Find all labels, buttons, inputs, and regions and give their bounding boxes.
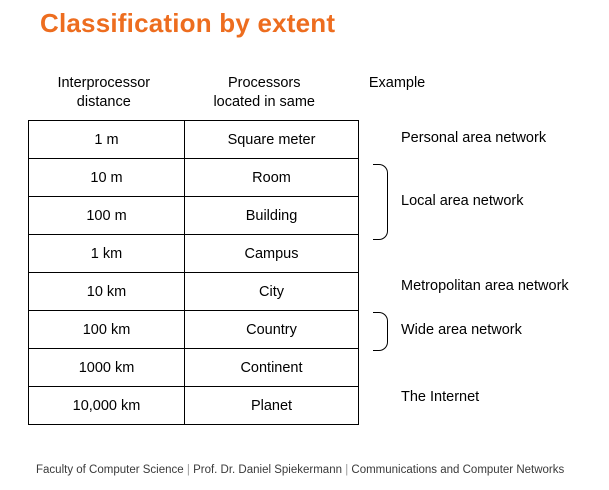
table-row [29,273,359,311]
column-header-location [180,72,349,112]
column-header-location-line2: located in same [213,94,315,110]
cell-distance: 100 km [29,311,185,349]
cell-distance: 10 km [29,273,185,311]
cell-distance: 1000 km [29,349,185,387]
table-row [29,197,359,235]
cell-distance: 10 m [29,159,185,197]
extent-table [28,120,359,425]
footer-separator-1: | [186,464,190,476]
table-row [29,235,359,273]
cell-location: Room [185,159,359,197]
cell-distance: 1 m [29,121,185,159]
cell-location: Building [185,197,359,235]
example-label-metropolitan: Metropolitan area network [401,278,569,294]
extent-table-section [28,72,584,425]
brace-wide [373,312,388,351]
column-header-distance-line1: Interprocessor [57,75,151,91]
table-row [29,121,359,159]
column-header-example [349,72,584,93]
footer-author: Prof. Dr. Daniel Spiekermann [193,464,342,476]
table-row [29,387,359,425]
table-row [29,311,359,349]
cell-distance: 100 m [29,197,185,235]
table-row [29,159,359,197]
column-header-location-line1: Processors [227,75,301,91]
cell-distance: 1 km [29,235,185,273]
footer-separator-2: | [345,464,349,476]
cell-location: City [185,273,359,311]
example-label-local: Local area network [401,193,524,209]
table-body [28,120,584,425]
example-label-personal: Personal area network [401,130,547,146]
cell-location: Continent [185,349,359,387]
table-row [29,349,359,387]
column-header-example-line1: Example [368,75,426,91]
cell-location: Planet [185,387,359,425]
cell-location: Square meter [185,121,359,159]
slide-footer [36,464,564,476]
column-header-distance-line2: distance [76,94,131,110]
example-label-wide: Wide area network [401,322,522,338]
table-header-row [28,72,584,120]
footer-course: Communications and Computer Networks [351,464,565,476]
example-label-internet: The Internet [401,389,480,405]
brace-local [373,164,388,240]
page-title: Classification by extent [40,8,336,38]
cell-location: Campus [185,235,359,273]
cell-location: Country [185,311,359,349]
column-header-distance [28,72,180,112]
footer-faculty: Faculty of Computer Science [36,464,184,476]
cell-distance: 10,000 km [29,387,185,425]
